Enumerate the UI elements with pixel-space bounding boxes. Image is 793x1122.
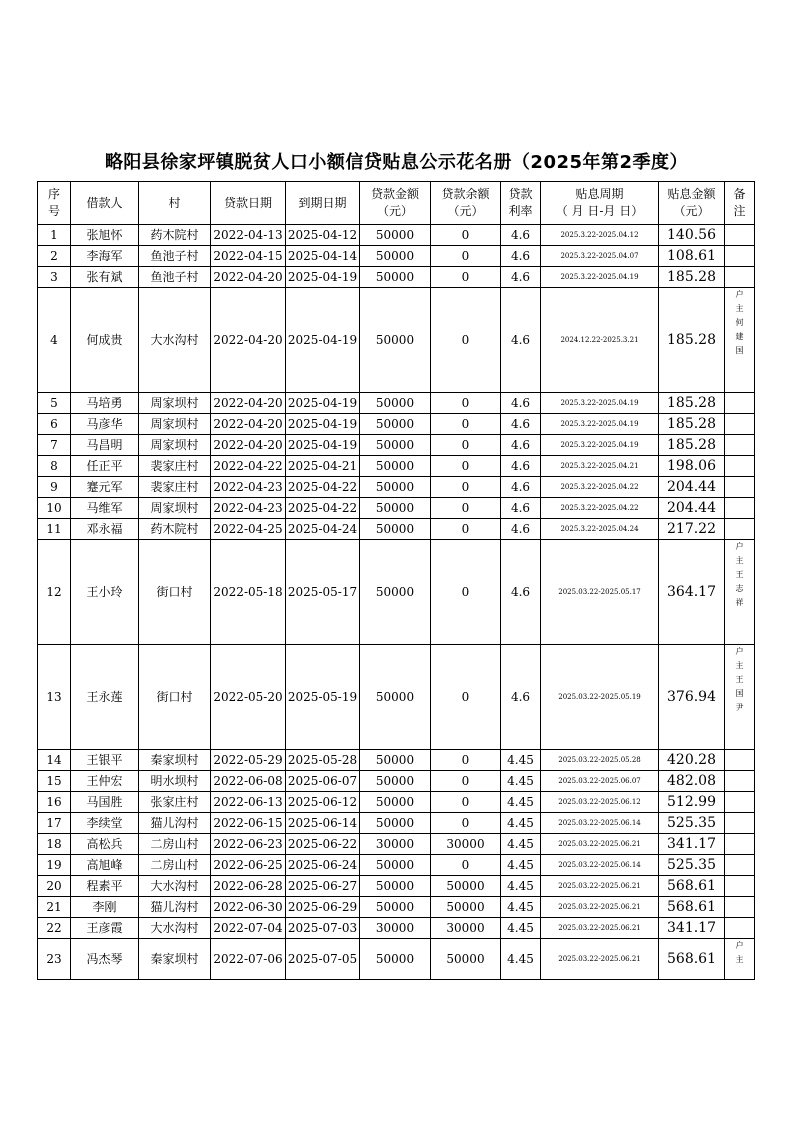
loan-amount: 50000 (360, 414, 431, 435)
due-date: 2025-04-21 (286, 456, 360, 477)
subsidy-amount: 217.22 (659, 519, 725, 540)
note: 户 主 王 志 祥 (725, 540, 755, 645)
subsidy-period: 2025.03.22-2025.06.07 (541, 771, 659, 792)
subsidy-period: 2025.03.22-2025.06.21 (541, 918, 659, 939)
note: 户 主 (725, 939, 755, 980)
loan-amount: 50000 (360, 225, 431, 246)
interest-rate: 4.45 (501, 792, 541, 813)
note (725, 246, 755, 267)
subsidy-period: 2025.3.22-2025.04.19 (541, 393, 659, 414)
subsidy-amount: 482.08 (659, 771, 725, 792)
subsidy-period: 2025.03.22-2025.06.21 (541, 897, 659, 918)
borrower-name: 王小玲 (71, 540, 139, 645)
row-seq: 4 (38, 288, 71, 393)
subsidy-amount: 185.28 (659, 288, 725, 393)
table-row (38, 477, 755, 498)
borrower-name: 王仲宏 (71, 771, 139, 792)
table-row (38, 813, 755, 834)
due-date: 2025-07-05 (286, 939, 360, 980)
loan-date: 2022-06-28 (211, 876, 286, 897)
loan-amount: 50000 (360, 246, 431, 267)
subsidy-amount: 568.61 (659, 939, 725, 980)
table-row (38, 771, 755, 792)
header-balance: 贷款余额 （元） (431, 182, 501, 225)
row-seq: 18 (38, 834, 71, 855)
loan-amount: 50000 (360, 435, 431, 456)
loan-balance: 0 (431, 267, 501, 288)
village-name: 大水沟村 (139, 918, 211, 939)
interest-rate: 4.45 (501, 813, 541, 834)
loan-balance: 0 (431, 435, 501, 456)
loan-date: 2022-04-23 (211, 498, 286, 519)
row-seq: 9 (38, 477, 71, 498)
due-date: 2025-04-19 (286, 393, 360, 414)
subsidy-period: 2025.3.22-2025.04.19 (541, 267, 659, 288)
subsidy-period: 2025.03.22-2025.06.14 (541, 813, 659, 834)
interest-rate: 4.45 (501, 771, 541, 792)
due-date: 2025-04-22 (286, 498, 360, 519)
note (725, 750, 755, 771)
village-name: 裴家庄村 (139, 456, 211, 477)
loan-amount: 50000 (360, 288, 431, 393)
borrower-name: 王银平 (71, 750, 139, 771)
table-row (38, 414, 755, 435)
loan-balance: 0 (431, 771, 501, 792)
note (725, 414, 755, 435)
subsidy-period: 2025.03.22-2025.06.21 (541, 876, 659, 897)
borrower-name: 王永莲 (71, 645, 139, 750)
row-seq: 11 (38, 519, 71, 540)
header-rate: 贷款 利率 (501, 182, 541, 225)
loan-balance: 0 (431, 225, 501, 246)
row-seq: 19 (38, 855, 71, 876)
note (725, 225, 755, 246)
village-name: 大水沟村 (139, 876, 211, 897)
borrower-name: 蹇元军 (71, 477, 139, 498)
subsidy-period: 2025.3.22-2025.04.24 (541, 519, 659, 540)
note (725, 918, 755, 939)
row-seq: 3 (38, 267, 71, 288)
table-row (38, 645, 755, 750)
interest-rate: 4.6 (501, 414, 541, 435)
borrower-name: 李刚 (71, 897, 139, 918)
loan-balance: 0 (431, 498, 501, 519)
borrower-name: 马培勇 (71, 393, 139, 414)
loan-date: 2022-05-29 (211, 750, 286, 771)
village-name: 街口村 (139, 645, 211, 750)
due-date: 2025-06-22 (286, 834, 360, 855)
loan-amount: 50000 (360, 939, 431, 980)
borrower-name: 高旭峰 (71, 855, 139, 876)
interest-rate: 4.45 (501, 834, 541, 855)
subsidy-period: 2025.03.22-2025.05.17 (541, 540, 659, 645)
due-date: 2025-04-19 (286, 288, 360, 393)
due-date: 2025-06-24 (286, 855, 360, 876)
row-seq: 17 (38, 813, 71, 834)
subsidy-period: 2025.03.22-2025.06.12 (541, 792, 659, 813)
loan-date: 2022-05-20 (211, 645, 286, 750)
row-seq: 2 (38, 246, 71, 267)
subsidy-period: 2025.03.22-2025.06.21 (541, 939, 659, 980)
village-name: 明水坝村 (139, 771, 211, 792)
village-name: 秦家坝村 (139, 939, 211, 980)
table-row (38, 498, 755, 519)
row-seq: 6 (38, 414, 71, 435)
loan-date: 2022-04-23 (211, 477, 286, 498)
row-seq: 23 (38, 939, 71, 980)
row-seq: 16 (38, 792, 71, 813)
loan-date: 2022-06-23 (211, 834, 286, 855)
borrower-name: 张有斌 (71, 267, 139, 288)
row-seq: 20 (38, 876, 71, 897)
loan-date: 2022-04-25 (211, 519, 286, 540)
loan-date: 2022-04-20 (211, 288, 286, 393)
loan-balance: 0 (431, 456, 501, 477)
loan-amount: 50000 (360, 456, 431, 477)
subsidy-period: 2025.03.22-2025.06.21 (541, 834, 659, 855)
due-date: 2025-04-12 (286, 225, 360, 246)
loan-amount: 50000 (360, 813, 431, 834)
loan-balance: 30000 (431, 918, 501, 939)
note: 户 主 王 国 尹 (725, 645, 755, 750)
loan-amount: 30000 (360, 834, 431, 855)
subsidy-period: 2025.3.22-2025.04.07 (541, 246, 659, 267)
subsidy-amount: 376.94 (659, 645, 725, 750)
loan-amount: 50000 (360, 393, 431, 414)
loan-balance: 0 (431, 792, 501, 813)
header-borrower: 借款人 (71, 182, 139, 225)
header-loan-date: 贷款日期 (211, 182, 286, 225)
village-name: 二房山村 (139, 855, 211, 876)
table-row (38, 519, 755, 540)
row-seq: 7 (38, 435, 71, 456)
borrower-name: 马彦华 (71, 414, 139, 435)
interest-rate: 4.45 (501, 939, 541, 980)
interest-rate: 4.6 (501, 540, 541, 645)
interest-rate: 4.45 (501, 750, 541, 771)
note (725, 519, 755, 540)
loan-amount: 50000 (360, 645, 431, 750)
due-date: 2025-04-19 (286, 267, 360, 288)
loan-date: 2022-06-08 (211, 771, 286, 792)
row-seq: 13 (38, 645, 71, 750)
borrower-name: 张旭怀 (71, 225, 139, 246)
subsidy-amount: 108.61 (659, 246, 725, 267)
borrower-name: 程素平 (71, 876, 139, 897)
subsidy-amount: 140.56 (659, 225, 725, 246)
loan-balance: 50000 (431, 897, 501, 918)
due-date: 2025-07-03 (286, 918, 360, 939)
due-date: 2025-04-14 (286, 246, 360, 267)
header-seq: 序 号 (38, 182, 71, 225)
due-date: 2025-04-19 (286, 435, 360, 456)
subsidy-amount: 341.17 (659, 918, 725, 939)
table-row (38, 267, 755, 288)
due-date: 2025-04-24 (286, 519, 360, 540)
due-date: 2025-06-14 (286, 813, 360, 834)
note (725, 876, 755, 897)
table-row (38, 456, 755, 477)
interest-rate: 4.6 (501, 225, 541, 246)
interest-rate: 4.45 (501, 918, 541, 939)
subsidy-amount: 185.28 (659, 393, 725, 414)
interest-rate: 4.45 (501, 897, 541, 918)
note (725, 897, 755, 918)
village-name: 鱼池子村 (139, 267, 211, 288)
header-loan-amount: 贷款金额 （元） (360, 182, 431, 225)
interest-rate: 4.6 (501, 456, 541, 477)
note (725, 393, 755, 414)
loan-balance: 0 (431, 288, 501, 393)
borrower-name: 高松兵 (71, 834, 139, 855)
subsidy-amount: 525.35 (659, 813, 725, 834)
interest-rate: 4.6 (501, 246, 541, 267)
loan-balance: 0 (431, 519, 501, 540)
subsidy-period: 2025.3.22-2025.04.12 (541, 225, 659, 246)
loan-amount: 50000 (360, 897, 431, 918)
subsidy-table (37, 181, 755, 980)
borrower-name: 邓永福 (71, 519, 139, 540)
village-name: 猫儿沟村 (139, 897, 211, 918)
village-name: 街口村 (139, 540, 211, 645)
header-subsidy: 贴息金额 （元） (659, 182, 725, 225)
table-row (38, 225, 755, 246)
loan-balance: 0 (431, 393, 501, 414)
row-seq: 21 (38, 897, 71, 918)
interest-rate: 4.6 (501, 435, 541, 456)
subsidy-amount: 198.06 (659, 456, 725, 477)
note (725, 834, 755, 855)
page-title: 略阳县徐家坪镇脱贫人口小额信贷贴息公示花名册（2025年第2季度） (104, 152, 689, 173)
subsidy-amount: 525.35 (659, 855, 725, 876)
table-row (38, 939, 755, 980)
subsidy-period: 2025.3.22-2025.04.22 (541, 477, 659, 498)
subsidy-period: 2025.03.22-2025.06.14 (541, 855, 659, 876)
note (725, 498, 755, 519)
due-date: 2025-06-07 (286, 771, 360, 792)
borrower-name: 李续堂 (71, 813, 139, 834)
borrower-name: 马昌明 (71, 435, 139, 456)
interest-rate: 4.6 (501, 498, 541, 519)
note (725, 267, 755, 288)
loan-date: 2022-07-04 (211, 918, 286, 939)
village-name: 周家坝村 (139, 393, 211, 414)
interest-rate: 4.45 (501, 855, 541, 876)
loan-balance: 0 (431, 414, 501, 435)
borrower-name: 何成贵 (71, 288, 139, 393)
subsidy-period: 2025.3.22-2025.04.19 (541, 414, 659, 435)
table-row (38, 834, 755, 855)
subsidy-amount: 364.17 (659, 540, 725, 645)
loan-balance: 30000 (431, 834, 501, 855)
subsidy-amount: 512.99 (659, 792, 725, 813)
interest-rate: 4.6 (501, 393, 541, 414)
village-name: 秦家坝村 (139, 750, 211, 771)
village-name: 二房山村 (139, 834, 211, 855)
loan-balance: 0 (431, 645, 501, 750)
loan-date: 2022-04-13 (211, 225, 286, 246)
village-name: 药木院村 (139, 519, 211, 540)
loan-date: 2022-06-25 (211, 855, 286, 876)
row-seq: 15 (38, 771, 71, 792)
subsidy-amount: 420.28 (659, 750, 725, 771)
row-seq: 12 (38, 540, 71, 645)
loan-amount: 50000 (360, 267, 431, 288)
subsidy-period: 2024.12.22-2025.3.21 (541, 288, 659, 393)
village-name: 大水沟村 (139, 288, 211, 393)
subsidy-period: 2025.3.22-2025.04.22 (541, 498, 659, 519)
loan-amount: 50000 (360, 519, 431, 540)
loan-balance: 0 (431, 540, 501, 645)
note (725, 792, 755, 813)
due-date: 2025-04-19 (286, 414, 360, 435)
header-note: 备 注 (725, 182, 755, 225)
subsidy-amount: 185.28 (659, 435, 725, 456)
interest-rate: 4.6 (501, 288, 541, 393)
header-due-date: 到期日期 (286, 182, 360, 225)
subsidy-period: 2025.03.22-2025.05.28 (541, 750, 659, 771)
due-date: 2025-05-19 (286, 645, 360, 750)
subsidy-amount: 185.28 (659, 267, 725, 288)
loan-balance: 0 (431, 750, 501, 771)
loan-date: 2022-06-13 (211, 792, 286, 813)
interest-rate: 4.6 (501, 519, 541, 540)
row-seq: 10 (38, 498, 71, 519)
note (725, 855, 755, 876)
due-date: 2025-06-12 (286, 792, 360, 813)
table-row (38, 435, 755, 456)
table-row (38, 855, 755, 876)
loan-date: 2022-06-30 (211, 897, 286, 918)
note (725, 456, 755, 477)
loan-date: 2022-04-20 (211, 435, 286, 456)
loan-amount: 50000 (360, 540, 431, 645)
village-name: 周家坝村 (139, 435, 211, 456)
loan-amount: 30000 (360, 918, 431, 939)
borrower-name: 马国胜 (71, 792, 139, 813)
village-name: 药木院村 (139, 225, 211, 246)
table-row (38, 393, 755, 414)
row-seq: 22 (38, 918, 71, 939)
loan-balance: 50000 (431, 876, 501, 897)
due-date: 2025-06-29 (286, 897, 360, 918)
subsidy-period: 2025.3.22-2025.04.19 (541, 435, 659, 456)
subsidy-amount: 341.17 (659, 834, 725, 855)
note (725, 435, 755, 456)
subsidy-amount: 204.44 (659, 498, 725, 519)
loan-date: 2022-04-20 (211, 393, 286, 414)
village-name: 周家坝村 (139, 498, 211, 519)
due-date: 2025-05-28 (286, 750, 360, 771)
table-row (38, 876, 755, 897)
loan-amount: 50000 (360, 771, 431, 792)
interest-rate: 4.6 (501, 477, 541, 498)
borrower-name: 任正平 (71, 456, 139, 477)
subsidy-amount: 568.61 (659, 876, 725, 897)
table-row (38, 246, 755, 267)
loan-balance: 0 (431, 813, 501, 834)
loan-balance: 0 (431, 246, 501, 267)
subsidy-amount: 204.44 (659, 477, 725, 498)
subsidy-amount: 185.28 (659, 414, 725, 435)
subsidy-period: 2025.3.22-2025.04.21 (541, 456, 659, 477)
borrower-name: 马维军 (71, 498, 139, 519)
subsidy-period: 2025.03.22-2025.05.19 (541, 645, 659, 750)
loan-date: 2022-04-20 (211, 414, 286, 435)
village-name: 周家坝村 (139, 414, 211, 435)
village-name: 鱼池子村 (139, 246, 211, 267)
loan-amount: 50000 (360, 750, 431, 771)
loan-amount: 50000 (360, 477, 431, 498)
note (725, 771, 755, 792)
table-row (38, 750, 755, 771)
table-row (38, 540, 755, 645)
note (725, 813, 755, 834)
loan-amount: 50000 (360, 876, 431, 897)
table-row (38, 288, 755, 393)
loan-amount: 50000 (360, 855, 431, 876)
interest-rate: 4.6 (501, 645, 541, 750)
loan-date: 2022-04-20 (211, 267, 286, 288)
borrower-name: 李海军 (71, 246, 139, 267)
note (725, 477, 755, 498)
row-seq: 1 (38, 225, 71, 246)
row-seq: 8 (38, 456, 71, 477)
due-date: 2025-04-22 (286, 477, 360, 498)
note: 户 主 何 建 国 (725, 288, 755, 393)
loan-date: 2022-05-18 (211, 540, 286, 645)
table-row (38, 918, 755, 939)
loan-date: 2022-04-15 (211, 246, 286, 267)
due-date: 2025-05-17 (286, 540, 360, 645)
due-date: 2025-06-27 (286, 876, 360, 897)
village-name: 裴家庄村 (139, 477, 211, 498)
village-name: 张家庄村 (139, 792, 211, 813)
interest-rate: 4.45 (501, 876, 541, 897)
table-row (38, 897, 755, 918)
loan-date: 2022-06-15 (211, 813, 286, 834)
loan-amount: 50000 (360, 498, 431, 519)
loan-date: 2022-04-22 (211, 456, 286, 477)
loan-balance: 50000 (431, 939, 501, 980)
row-seq: 5 (38, 393, 71, 414)
loan-amount: 50000 (360, 792, 431, 813)
interest-rate: 4.6 (501, 267, 541, 288)
borrower-name: 冯杰琴 (71, 939, 139, 980)
loan-balance: 0 (431, 477, 501, 498)
village-name: 猫儿沟村 (139, 813, 211, 834)
row-seq: 14 (38, 750, 71, 771)
header-period: 贴息周期 （ 月 日-月 日） (541, 182, 659, 225)
borrower-name: 王彦霞 (71, 918, 139, 939)
subsidy-amount: 568.61 (659, 897, 725, 918)
header-village: 村 (139, 182, 211, 225)
loan-date: 2022-07-06 (211, 939, 286, 980)
loan-balance: 0 (431, 855, 501, 876)
table-row (38, 792, 755, 813)
